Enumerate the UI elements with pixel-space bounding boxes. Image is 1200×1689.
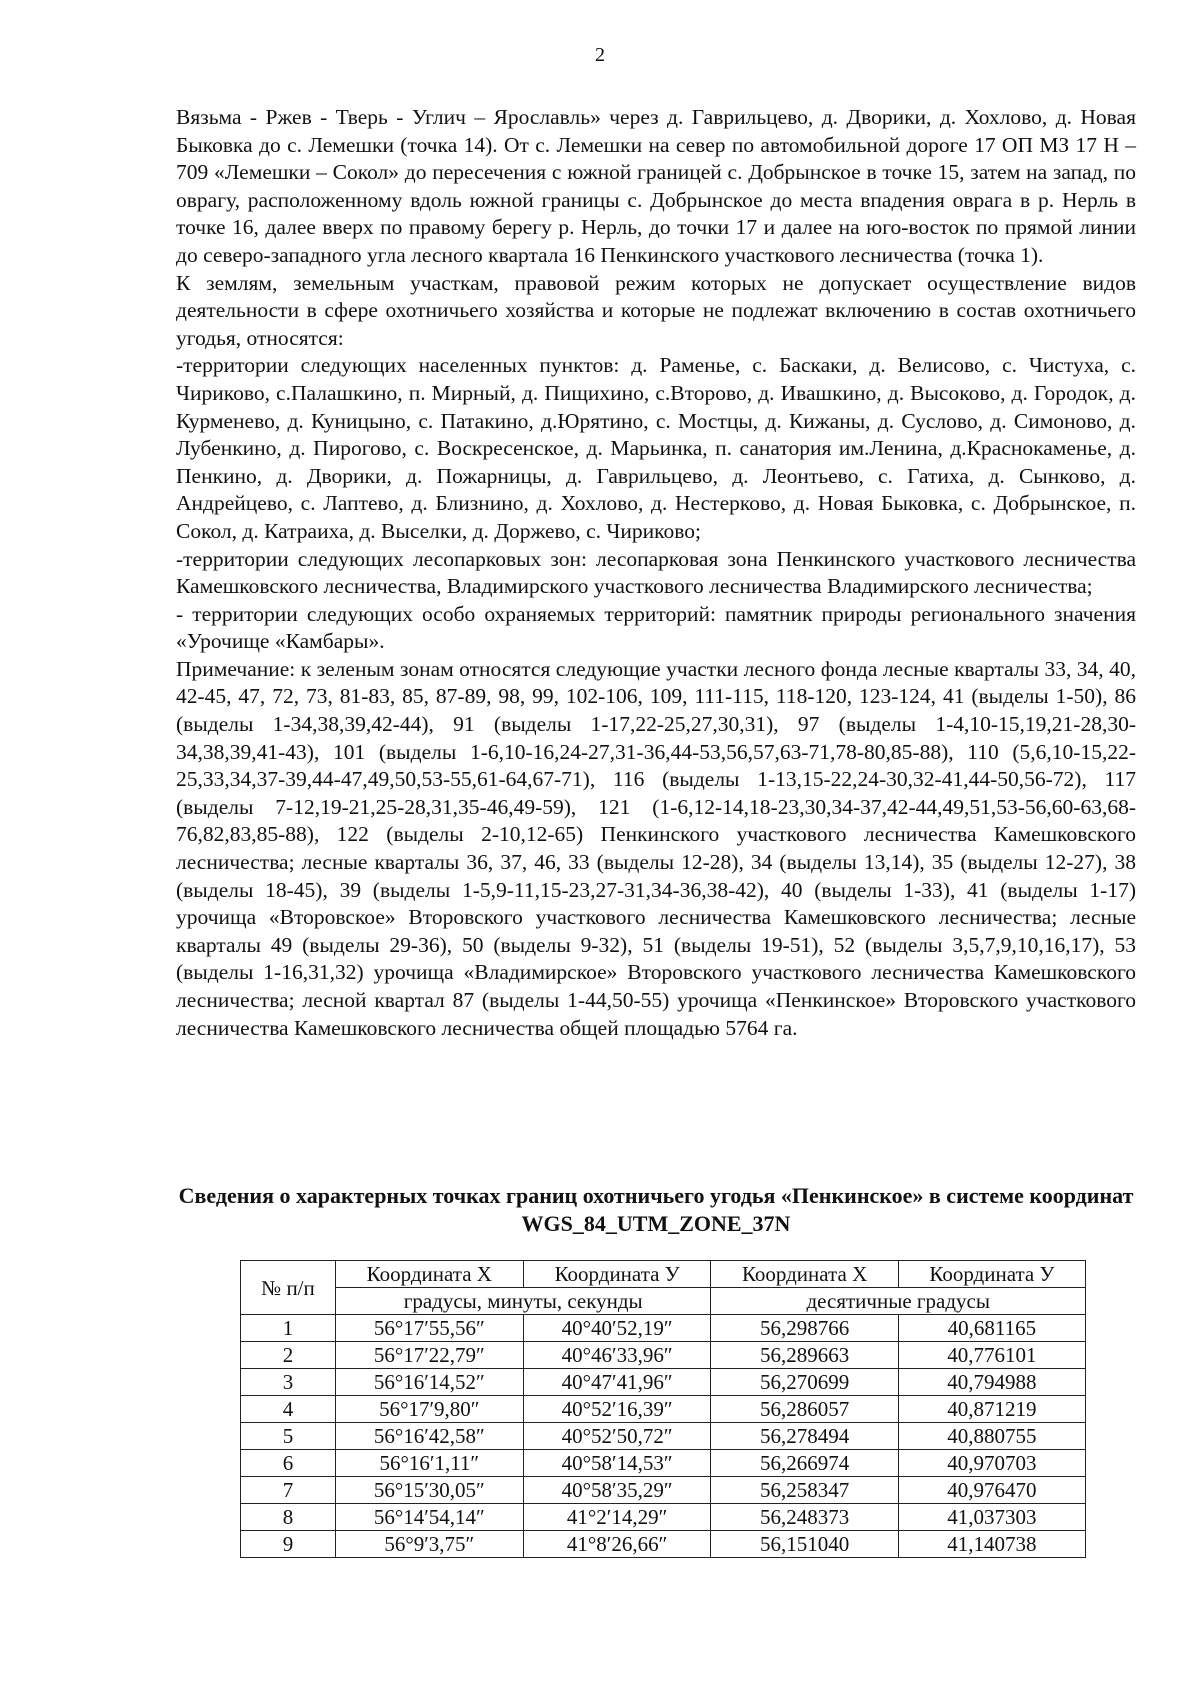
cell-y-dms: 40°58′35,29″ [523, 1477, 711, 1504]
cell-x-dec: 56,270699 [711, 1369, 898, 1396]
cell-x-dec: 56,248373 [711, 1504, 898, 1531]
cell-x-dms: 56°17′22,79″ [335, 1342, 523, 1369]
page-number: 2 [595, 44, 605, 66]
cell-y-dms: 40°40′52,19″ [523, 1315, 711, 1342]
cell-num: 7 [241, 1477, 336, 1504]
cell-num: 2 [241, 1342, 336, 1369]
header-dms: градусы, минуты, секунды [335, 1288, 711, 1315]
cell-y-dms: 40°47′41,96″ [523, 1369, 711, 1396]
cell-num: 1 [241, 1315, 336, 1342]
cell-x-dms: 56°16′42,58″ [335, 1423, 523, 1450]
cell-y-dec: 40,794988 [898, 1369, 1085, 1396]
cell-num: 6 [241, 1450, 336, 1477]
header-num: № п/п [241, 1261, 336, 1315]
table-row [241, 1396, 1086, 1423]
cell-y-dms: 40°52′50,72″ [523, 1423, 711, 1450]
table-row [241, 1342, 1086, 1369]
cell-x-dec: 56,289663 [711, 1342, 898, 1369]
cell-num: 9 [241, 1531, 336, 1558]
cell-y-dec: 40,970703 [898, 1450, 1085, 1477]
cell-x-dec: 56,151040 [711, 1531, 898, 1558]
header-y: Координата У [523, 1261, 711, 1288]
cell-x-dms: 56°15′30,05″ [335, 1477, 523, 1504]
table-row [241, 1531, 1086, 1558]
cell-num: 4 [241, 1396, 336, 1423]
cell-y-dec: 41,037303 [898, 1504, 1085, 1531]
cell-num: 8 [241, 1504, 336, 1531]
header-x: Координата Х [335, 1261, 523, 1288]
cell-num: 5 [241, 1423, 336, 1450]
cell-y-dms: 40°46′33,96″ [523, 1342, 711, 1369]
cell-y-dec: 40,880755 [898, 1423, 1085, 1450]
cell-x-dec: 56,258347 [711, 1477, 898, 1504]
cell-y-dec: 40,976470 [898, 1477, 1085, 1504]
cell-y-dec: 40,681165 [898, 1315, 1085, 1342]
table-subheader-row [241, 1288, 1086, 1315]
cell-x-dms: 56°17′9,80″ [335, 1396, 523, 1423]
cell-y-dec: 40,871219 [898, 1396, 1085, 1423]
cell-y-dms: 40°52′16,39″ [523, 1396, 711, 1423]
cell-x-dms: 56°14′54,14″ [335, 1504, 523, 1531]
table-row [241, 1423, 1086, 1450]
cell-num: 3 [241, 1369, 336, 1396]
paragraph: Вязьма - Ржев - Тверь - Углич – Ярославль» через д. Гаврильцево, д. Дворики, д. Хохлово, д. Новая Быковка до с. Лемешки (точка 14). От с. Лемешки на север по автомобильной дороге 17 ОП МЗ 17 Н – 709 «Лемешки – Сокол» до пересечения с южной границей с. Добрынское в точке 15, затем на запад, по оврагу, расположенному вдоль южной границы с. Добрынское до места впадения оврага в р. Нерль в точке 16, далее вверх по правому берегу р. Нерль, до точки 17 и далее на юго-восток по прямой линии до северо-западного угла лесного квартала 16 Пенкинского участкового лесничества (точка 1). [176, 105, 1136, 267]
table-row [241, 1369, 1086, 1396]
coordinates-table [240, 1260, 1086, 1558]
cell-x-dms: 56°9′3,75″ [335, 1531, 523, 1558]
paragraph: -территории следующих лесопарковых зон: лесопарковая зона Пенкинского участкового лесничества Камешковского лесничества, Владимирского участкового лесничества Владимирского лесничества; [176, 546, 1136, 599]
cell-y-dms: 41°2′14,29″ [523, 1504, 711, 1531]
paragraph: - территории следующих особо охраняемых территорий: памятник природы регионального значения «Урочище «Камбары». [176, 601, 1136, 654]
body-text [176, 104, 1136, 1042]
paragraph: -территории следующих населенных пунктов: д. Раменье, с. Баскаки, д. Велисово, с. Чистуха, с. Чириково, с.Палашкино, п. Мирный, д. Пищихино, с.Второво, д. Ивашкино, д. Высоково, д. Городок, д. Курменево, д. Куницыно, с. Патакино, д.Юрятино, с. Мостцы, д. Кижаны, д. Суслово, д. Симоново, д. Лубенкино, д. Пирогово, с. Воскресенское, д. Марьинка, п. санатория им.Ленина, д.Краснокаменье, д. Пенкино, д. Дворики, д. Пожарницы, д. Гаврильцево, д. Леонтьево, с. Гатиха, д. Сынково, д. Андрейцево, с. Лаптево, д. Близнино, д. Хохлово, д. Нестерково, д. Новая Быковка, с. Добрынское, п. Сокол, д. Катраиха, д. Выселки, д. Доржево, с. Чириково; [176, 353, 1136, 543]
table-row [241, 1315, 1086, 1342]
table-row [241, 1450, 1086, 1477]
cell-x-dms: 56°17′55,56″ [335, 1315, 523, 1342]
cell-x-dms: 56°16′1,11″ [335, 1450, 523, 1477]
header-decimal: десятичные градусы [711, 1288, 1086, 1315]
table-row [241, 1477, 1086, 1504]
cell-x-dec: 56,278494 [711, 1423, 898, 1450]
cell-x-dec: 56,266974 [711, 1450, 898, 1477]
table-title: Сведения о характерных точках границ охотничьего угодья «Пенкинское» в системе координат WGS_84_UTM_ZONE_37N [178, 1183, 1134, 1236]
paragraph: Примечание: к зеленым зонам относятся следующие участки лесного фонда лесные кварталы 33, 34, 40, 42-45, 47, 72, 73, 81-83, 85, 87-89, 98, 99, 102-106, 109, 111-115, 118-120, 123-124, 41 (выделы 1-50), 86 (выделы 1-34,38,39,42-44), 91 (выделы 1-17,22-25,27,30,31), 97 (выделы 1-4,10-15,19,21-28,30-34,38,39,41-43), 101 (выделы 1-6,10-16,24-27,31-36,44-53,56,57,63-71,78-80,85-88), 110 (5,6,10-15,22-25,33,34,37-39,44-47,49,50,53-55,61-64,67-71), 116 (выделы 1-13,15-22,24-30,32-41,44-50,56-72), 117 (выделы 7-12,19-21,25-28,31,35-46,49-59), 121 (1-6,12-14,18-23,30,34-37,42-44,49,51,53-56,60-63,68-76,82,83,85-88), 122 (выделы 2-10,12-65) Пенкинского участкового лесничества Камешковского лесничества; лесные кварталы 36, 37, 46, 33 (выделы 12-28), 34 (выделы 13,14), 35 (выделы 12-27), 38 (выделы 18-45), 39 (выделы 1-5,9-11,15-23,27-31,34-36,38-42), 40 (выделы 1-33), 41 (выделы 1-17) урочища «Второвское» Второвского участкового лесничества Камешковского лесничества; лесные кварталы 49 (выделы 29-36), 50 (выделы 9-32), 51 (выделы 19-51), 52 (выделы 3,5,7,9,10,16,17), 53 (выделы 1-16,31,32) урочища «Владимирское» Второвского участкового лесничества Камешковского лесничества; лесной квартал 87 (выделы 1-44,50-55) урочища «Пенкинское» Второвского участкового лесничества Камешковского лесничества общей площадью 5764 га. [176, 656, 1136, 1040]
header-y-decimal: Координата У [898, 1261, 1085, 1288]
cell-y-dms: 41°8′26,66″ [523, 1531, 711, 1558]
cell-y-dec: 40,776101 [898, 1342, 1085, 1369]
table-header-row [241, 1261, 1086, 1288]
cell-x-dec: 56,298766 [711, 1315, 898, 1342]
cell-y-dec: 41,140738 [898, 1531, 1085, 1558]
header-x-decimal: Координата Х [711, 1261, 898, 1288]
cell-y-dms: 40°58′14,53″ [523, 1450, 711, 1477]
table-row [241, 1504, 1086, 1531]
cell-x-dms: 56°16′14,52″ [335, 1369, 523, 1396]
cell-x-dec: 56,286057 [711, 1396, 898, 1423]
paragraph: К землям, земельным участкам, правовой режим которых не допускает осуществление видов деятельности в сфере охотничьего хозяйства и которые не подлежат включению в состав охотничьего угодья, относятся: [176, 270, 1136, 350]
